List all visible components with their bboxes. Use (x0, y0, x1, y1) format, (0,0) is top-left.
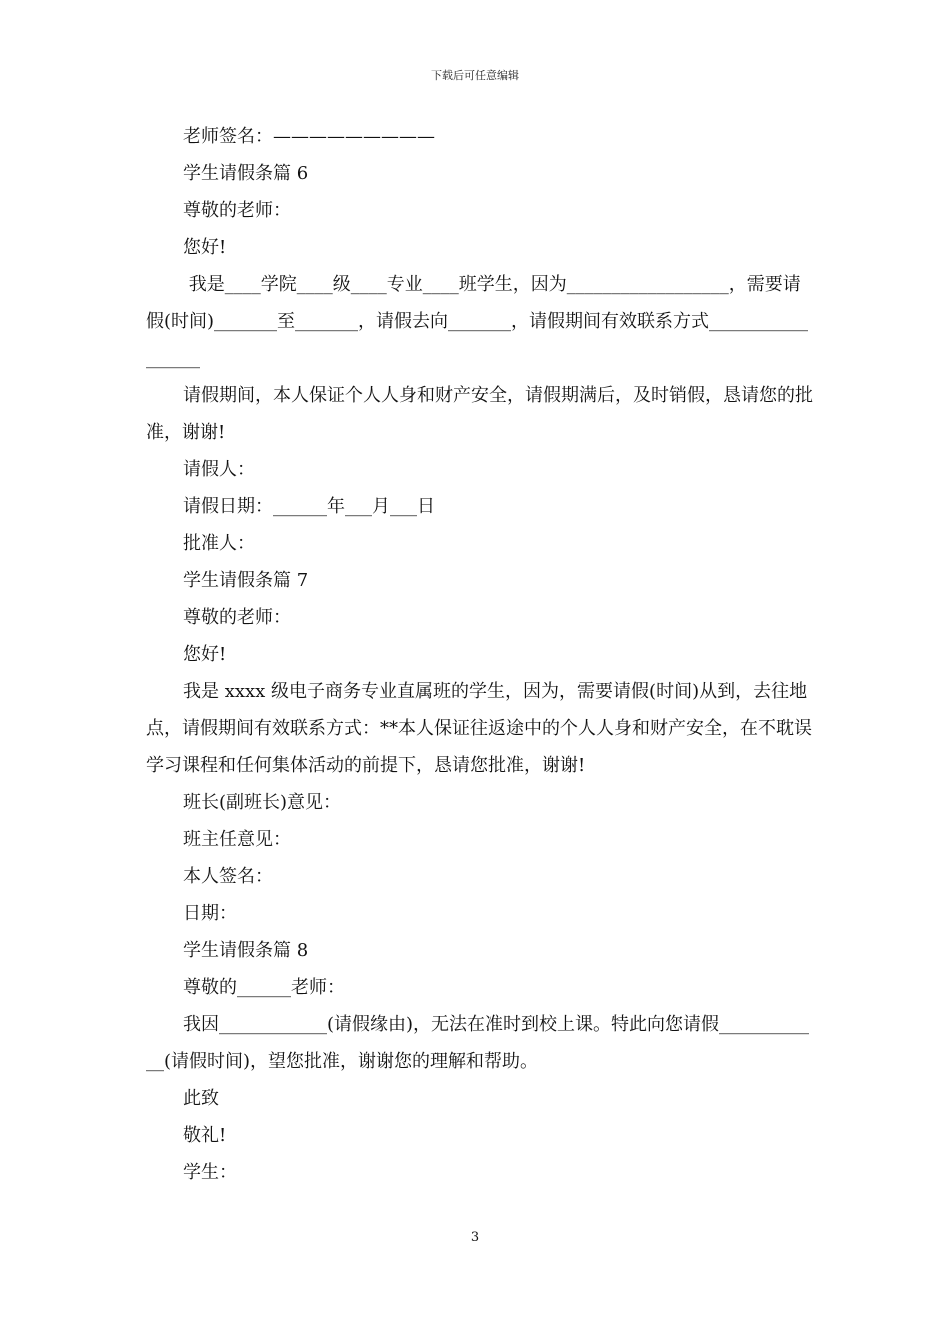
greeting: 您好! (183, 644, 227, 665)
section-heading-6: 学生请假条篇 6 (183, 163, 309, 184)
applicant-line: 请假人： (183, 459, 255, 480)
salutation: 尊敬的老师： (183, 607, 291, 628)
approver-line: 批准人： (183, 533, 255, 554)
date-line: 日期： (183, 903, 237, 924)
head-teacher-opinion-line: 班主任意见： (183, 829, 291, 850)
closing-line: 此致 (183, 1088, 219, 1109)
greeting: 您好! (183, 237, 227, 258)
salutation: 尊敬的老师： (183, 200, 291, 221)
teacher-signature-line: 老师签名：————————— (183, 126, 435, 147)
body-paragraph: 请假期间，本人保证个人人身和财产安全，请假期满后，及时销假，恳请您的批准，谢谢! (146, 385, 813, 443)
student-line: 学生： (183, 1162, 237, 1183)
page-number: 3 (470, 1230, 480, 1245)
body-paragraph: 我因____________(请假缘由)，无法在准时到校上课。特此向您请假____________(请假时间)，望您批准，谢谢您的理解和帮助。 (146, 1014, 810, 1072)
section-heading-8: 学生请假条篇 8 (183, 940, 309, 961)
body-paragraph: 我是____学院____级____专业____班学生，因为__________________，需要请假(时间)_______至_______，请假去向_______，请假期间有效联系方式_________________ (146, 274, 809, 369)
document-body (146, 118, 814, 1191)
section-heading-7: 学生请假条篇 7 (183, 570, 309, 591)
page-header: 下载后可任意编辑 (431, 69, 519, 82)
salutation: 尊敬的______老师： (183, 977, 345, 998)
closing-regards: 敬礼! (183, 1125, 227, 1146)
monitor-opinion-line: 班长(副班长)意见： (183, 792, 342, 813)
leave-date-line: 请假日期：______年___月___日 (183, 496, 435, 517)
body-paragraph: 我是 xxxx 级电子商务专业直属班的学生，因为，需要请假(时间)从到，去往地点，请假期间有效联系方式：**本人保证往返途中的个人人身和财产安全，在不耽误学习课程和任何集体活动的前提下，恳请您批准，谢谢! (146, 681, 812, 776)
signature-line: 本人签名： (183, 866, 273, 887)
